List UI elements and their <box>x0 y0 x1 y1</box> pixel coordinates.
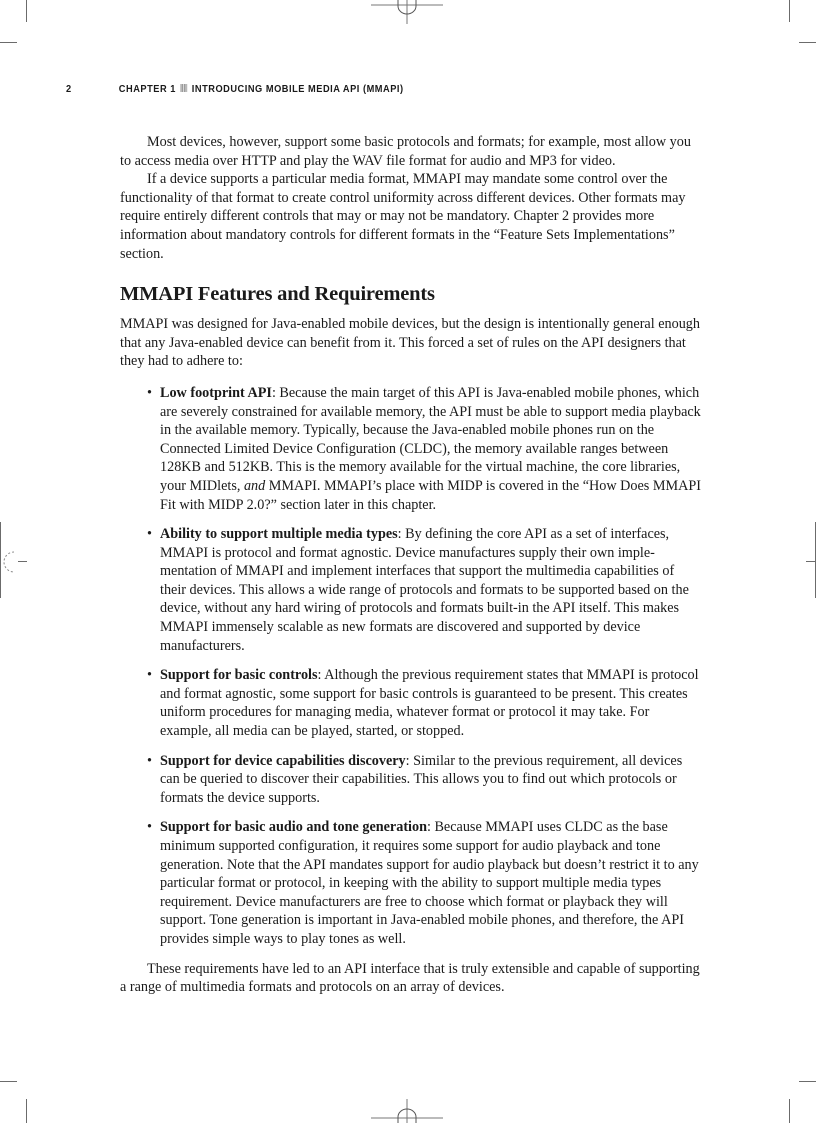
registration-mark-left-icon <box>0 550 22 574</box>
list-item <box>160 818 702 948</box>
requirement-term: Ability to support multiple media types <box>160 526 398 543</box>
crop-mark-bottom-right-h <box>799 1081 816 1082</box>
section-heading: MMAPI Features and Requirements <box>120 283 435 306</box>
requirement-text: : By defining the core API as a set of interfaces, MMAPI is protocol and format agnostic. Device manufactures supply their own implementation of MMAPI and implement interfaces that support the multimedia capabilities of their devices. This allows a wide range of protocols and formats to be supported based on the device, without any hard wiring of protocols and formats built-in the API itself. This makes MMAPI immensely scalable as new formats are discovered and supported by device manufacturers. <box>160 526 689 654</box>
chapter-title: INTRODUCING MOBILE MEDIA API (MMAPI) <box>191 83 404 95</box>
crop-mark-top-right-h <box>799 42 816 43</box>
requirement-term: Support for basic controls <box>160 667 318 684</box>
list-item <box>160 525 702 655</box>
requirement-term: Support for device capabilities discovery <box>160 752 406 769</box>
page-body <box>120 133 702 997</box>
list-item <box>160 666 702 740</box>
page-number: 2 <box>66 83 72 95</box>
registration-mark-top-icon <box>371 0 443 30</box>
requirement-text: : Although the previous requirement states that MMAPI is protocol and format agnostic, some support for basic controls is guaranteed to be present. This creates uniform procedures for managing media, whatever format or protocol it may take. For example, all media can be played, started, or stopped. <box>160 667 699 740</box>
requirements-list <box>120 384 702 949</box>
section-lead: MMAPI was designed for Java-enabled mobile devices, but the design is intentionally general enough that any Java-enabled device can benefit from it. This forced a set of rules on the API designers that they had to adhere to: <box>120 316 700 370</box>
crop-mark-top-right <box>789 0 790 22</box>
requirement-term: Support for basic audio and tone generation <box>160 819 427 836</box>
chapter-separator-icon <box>180 84 187 92</box>
requirement-text: : Because the main target of this API is Java-enabled mobile phones, which are severely constrained for available memory, the API must be able to support media playback in the available memory. Typically, because the Java-enabled mobile phones run on the Connected Limited Device Configuration (CLDC), the memory available ranges between 128KB and 512KB. This is the memory available for the virtual machine, the core libraries, your MIDlets, <box>160 384 701 494</box>
side-mark-right-tick <box>806 561 815 562</box>
requirement-text: : Similar to the previous requirement, all devices can be queried to discover their capabilities. This allows you to find out which protocols or formats the device supports. <box>160 752 683 806</box>
requirement-text: : Because MMAPI uses CLDC as the base minimum supported configuration, it requires some support for audio playback and tone generation. Note that the API mandates support for audio playback but doesn’t restrict it to any particular format or protocol, in keeping with the ability to support multiple media types requirement. Device manufacturers are free to choose which format or playback they will support. Tone generation is important in Java-enabled mobile phones, and therefore, the API provides simple ways to play tones as well. <box>160 819 699 947</box>
list-item <box>160 752 702 808</box>
intro-paragraph: If a device supports a particular media format, MMAPI may mandate some control over the functionality of that format to create control uniformity across different devices. Other formats may require entirely different controls that may or may not be mandatory. Chapter 2 provides more information about mandatory controls for different formats in the “Feature Sets Implementations” section. <box>120 171 686 262</box>
running-head <box>66 83 404 95</box>
list-item <box>160 384 702 514</box>
crop-mark-bottom-left-h <box>0 1081 17 1082</box>
crop-mark-bottom-left <box>26 1099 27 1123</box>
crop-mark-top-left-h <box>0 42 17 43</box>
closing-paragraph: These requirements have led to an API interface that is truly extensible and capable of supporting a range of multimedia formats and protocols on an array of devices. <box>120 960 700 996</box>
crop-mark-bottom-right <box>789 1099 790 1123</box>
emphasis: and <box>243 477 266 494</box>
requirement-text: MMAPI. MMAPI’s place with MIDP is covered in the “How Does MMAPI Fit with MIDP 2.0?” section later in this chapter. <box>160 477 701 513</box>
chapter-label: CHAPTER 1 <box>118 83 176 95</box>
requirement-term: Low footprint API <box>160 384 272 401</box>
registration-mark-bottom-icon <box>371 1093 443 1123</box>
intro-paragraph: Most devices, however, support some basic protocols and formats; for example, most allow you to access media over HTTP and play the WAV file format for audio and MP3 for video. <box>120 134 691 169</box>
crop-mark-top-left <box>26 0 27 22</box>
